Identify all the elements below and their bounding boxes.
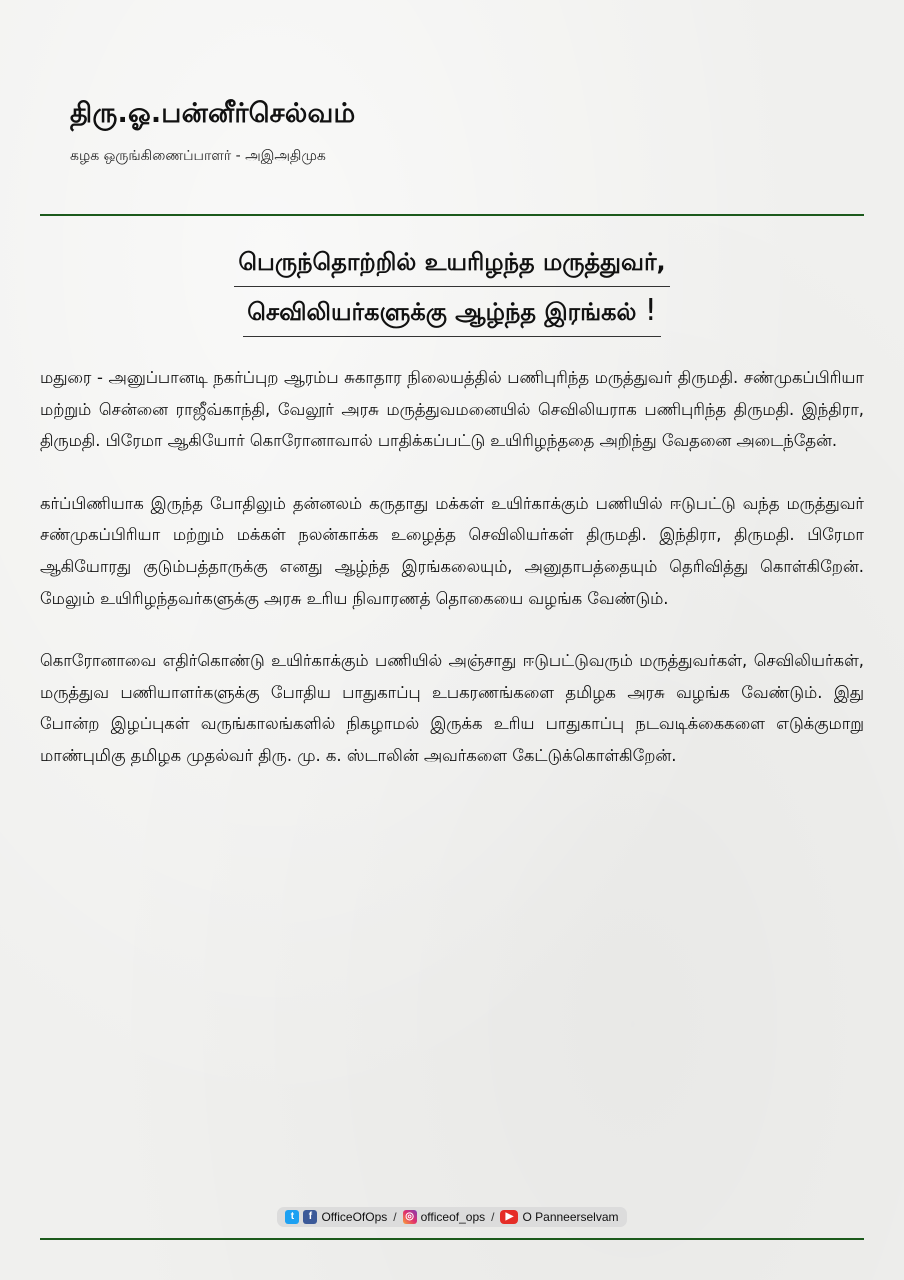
social-links-bar [277, 1207, 626, 1227]
headline-line-1: பெருந்தொற்றில் உயரிழந்த மருத்துவர், [234, 238, 669, 287]
headline-line-2 [243, 287, 661, 337]
instagram-icon[interactable]: ◎ [403, 1210, 417, 1224]
paragraph-1: மதுரை - அனுப்பானடி நகர்ப்புற ஆரம்ப சுகாதார நிலையத்தில் பணிபுரிந்த மருத்துவர் திருமதி. சண்முகப்பிரியா மற்றும் சென்னை ராஜீவ்காந்தி, வேலூர் அரசு மருத்துவமனையில் செவிலியராக பணிபுரிந்த திருமதி. இந்திரா, திருமதி. பிரேமா ஆகியோர் கொரோனாவால் பாதிக்கப்பட்டு உயிரிழந்ததை அறிந்து வேதனை அடைந்தேன். [40, 368, 864, 451]
author-designation: கழக ஒருங்கிணைப்பாளர் - அஇஅதிமுக [70, 148, 326, 164]
facebook-icon[interactable]: f [303, 1210, 317, 1224]
headline-line-2-text: செவிலியர்களுக்கு ஆழ்ந்த இரங்கல் [247, 298, 637, 326]
press-release-headline [0, 238, 904, 337]
paragraph-3: கொரோனாவை எதிர்கொண்டு உயிர்காக்கும் பணியில் அஞ்சாது ஈடுபட்டுவரும் மருத்துவர்கள், செவிலியர்கள், மருத்துவ பணியாளர்களுக்கு போதிய பாதுகாப்பு உபகரணங்களை தமிழக அரசு வழங்க வேண்டும். இது போன்ற இழப்புகள் வருங்காலங்களில் நிகழாமல் இருக்க உரிய பாதுகாப்பு நடவடிக்கைகளை எடுக்குமாறு மாண்புமிகு தமிழக முதல்வர் திரு. மு. க. ஸ்டாலின் அவர்களை கேட்டுக்கொள்கிறேன். [40, 651, 864, 765]
instagram-handle[interactable]: officeof_ops [420, 1210, 486, 1224]
youtube-icon[interactable]: ▶ [500, 1210, 518, 1224]
top-divider [40, 214, 864, 216]
social-footer [0, 1204, 904, 1227]
youtube-channel-name[interactable]: O Panneerselvam [522, 1210, 619, 1224]
footer-separator-1: / [393, 1210, 397, 1224]
statement-body [40, 362, 864, 803]
author-name: திரு.ஓ.பன்னீர்செல்வம் [70, 98, 356, 129]
twitter-icon[interactable]: t [285, 1210, 299, 1224]
twitter-facebook-handle[interactable]: OfficeOfOps [321, 1210, 388, 1224]
paragraph-2: கர்ப்பிணியாக இருந்த போதிலும் தன்னலம் கருதாது மக்கள் உயிர்காக்கும் பணியில் ஈடுபட்டு வந்த மருத்துவர் சண்முகப்பிரியா மற்றும் மக்கள் நலன்காக்க உழைத்த செவிலியர்கள் திருமதி. இந்திரா, திருமதி. பிரேமா ஆகியோரது குடும்பத்தாருக்கு எனது ஆழ்ந்த இரங்கலையும், அனுதாபத்தையும் தெரிவித்து கொள்கிறேன். மேலும் உயிரிழந்தவர்களுக்கு அரசு உரிய நிவாரணத் தொகையை வழங்க வேண்டும். [40, 493, 864, 608]
headline-exclamation: ! [644, 293, 657, 328]
footer-separator-2: / [491, 1210, 495, 1224]
bottom-divider [40, 1238, 864, 1240]
